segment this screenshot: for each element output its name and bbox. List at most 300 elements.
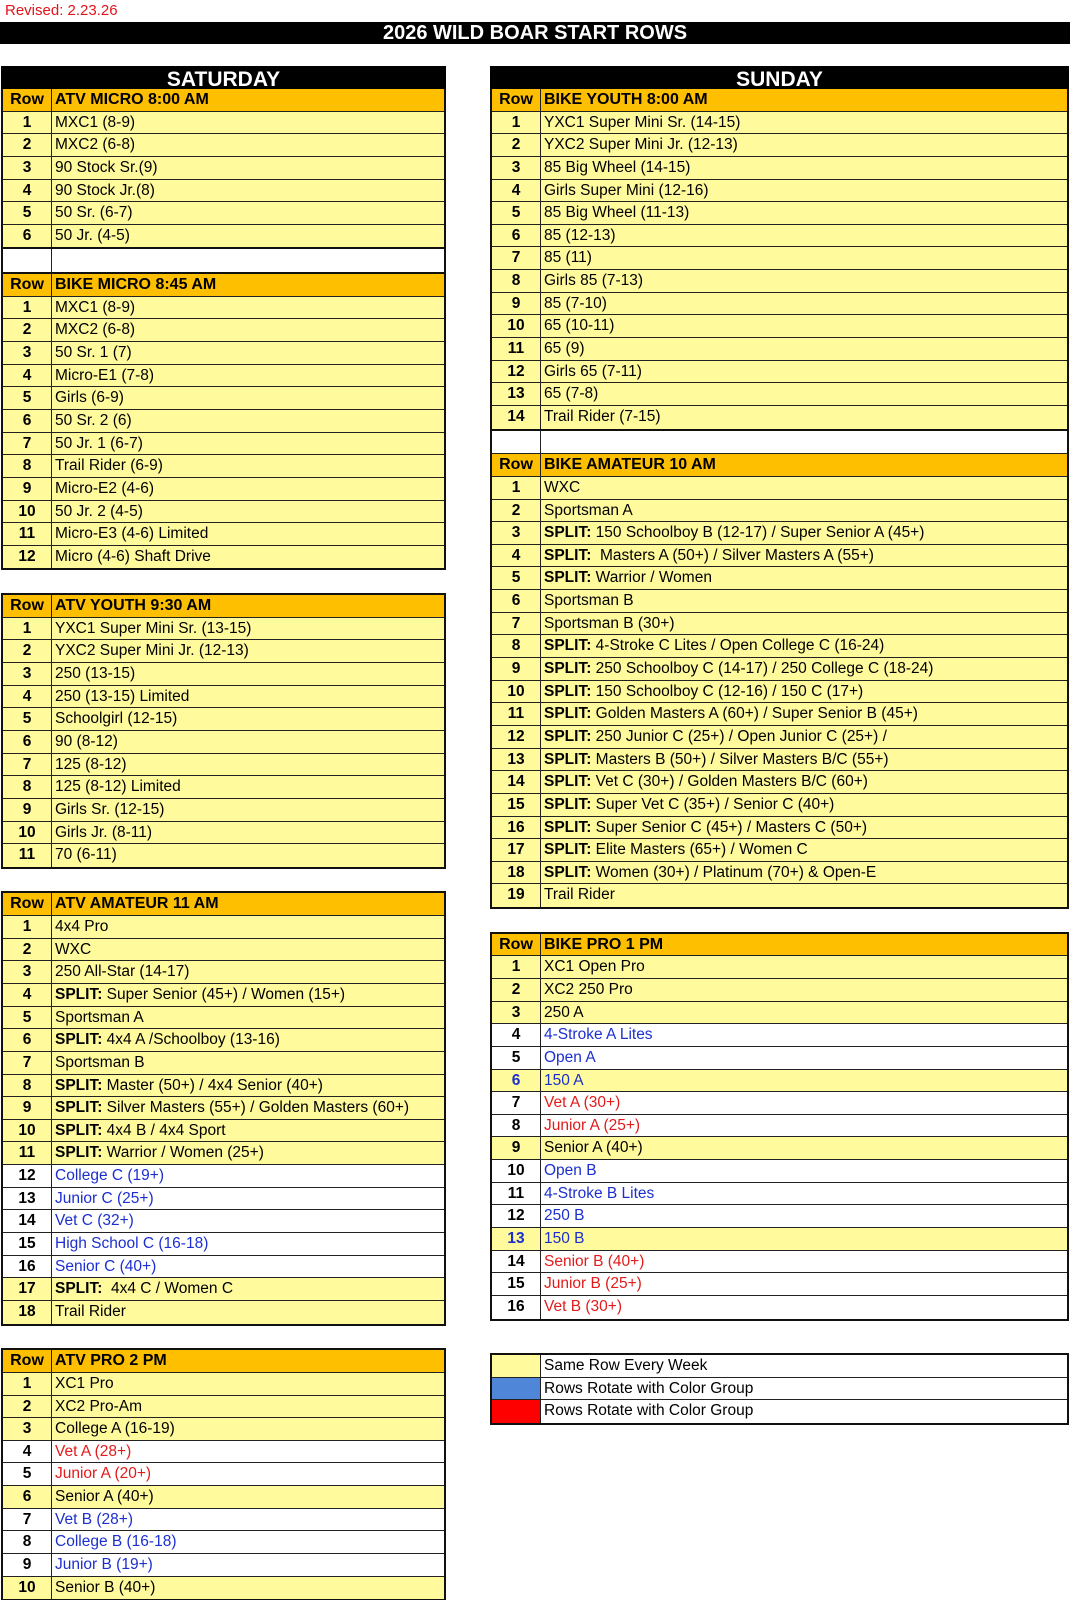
blank-spacer-row [490,429,1069,454]
split-label: SPLIT: [55,1076,103,1094]
row-number: 11 [492,703,541,725]
class-name: Junior C (25+) [55,1189,154,1207]
start-row [492,862,1067,885]
class-name [52,984,444,1006]
start-row [3,180,444,203]
class-name: 4-Stroke B Lites [544,1184,655,1202]
start-row [492,157,1067,180]
row-number: 11 [3,523,52,545]
start-row [3,387,444,410]
row-number: 10 [3,1577,52,1600]
split-label: SPLIT: [55,1031,103,1049]
row-number: 9 [3,1097,52,1119]
row-number: 5 [492,1047,541,1069]
start-row [3,546,444,569]
row-number: 2 [3,134,52,156]
class-name: 85 Big Wheel (14-15) [544,158,691,176]
class-name: Trail Rider (6-9) [55,457,163,475]
split-classes: 4x4 B / 4x4 Sport [102,1121,226,1139]
split-label: SPLIT: [544,637,592,655]
class-name: XC1 Pro [55,1374,114,1392]
start-row [3,455,444,478]
start-row [492,839,1067,862]
class-name: Vet B (28+) [55,1510,133,1528]
start-row [3,618,444,641]
start-row [3,342,444,365]
start-row [3,1554,444,1577]
legend-label: Rows Rotate with Color Group [541,1378,1067,1400]
class-name: Schoolgirl (12-15) [55,710,178,728]
split-classes: Super Senior C (45+) / Masters C (50+) [591,818,868,836]
start-row [3,134,444,157]
row-number: 4 [3,365,52,387]
class-name: 50 Jr. 1 (6-7) [55,434,143,452]
start-row [492,1047,1067,1070]
row-number: 2 [3,640,52,662]
row-number: 1 [3,112,52,134]
class-name [541,522,1067,544]
section-bike-amateur [490,453,1069,909]
start-row [3,1075,444,1098]
split-classes: 250 Junior C (25+) / Open Junior C (25+) / [591,727,887,745]
class-name: Open A [544,1048,596,1066]
class-name: YXC2 Super Mini Jr. (12-13) [55,642,249,660]
start-row [3,663,444,686]
class-name: MXC2 (6-8) [55,136,136,154]
row-number: 9 [492,658,541,680]
class-name: Micro-E2 (4-6) [55,479,155,497]
class-name [52,1142,444,1164]
row-number: 7 [3,1509,52,1531]
row-number: 5 [3,202,52,224]
start-row [492,1024,1067,1047]
class-name [541,771,1067,793]
row-number: 17 [3,1278,52,1300]
split-label: SPLIT: [55,1144,103,1162]
row-number: 10 [492,681,541,703]
section-header-row [3,893,444,916]
class-name: 50 Jr. 2 (4-5) [55,502,143,520]
start-row [492,1070,1067,1093]
section-bike-pro [490,932,1069,1321]
row-number: 6 [492,1070,541,1092]
start-row [3,1052,444,1075]
start-row [3,1486,444,1509]
start-row [3,1007,444,1030]
class-name: XC1 Open Pro [544,958,645,976]
row-number: 12 [3,1165,52,1187]
row-number: 11 [3,844,52,867]
start-row [3,202,444,225]
start-row [492,635,1067,658]
split-classes: Warrior / Women [591,569,712,587]
row-number: 8 [3,1075,52,1097]
class-name: 150 B [544,1230,585,1248]
class-name: 4x4 Pro [55,918,109,936]
row-column-label: Row [492,454,541,476]
row-number: 15 [3,1233,52,1255]
row-number: 14 [3,1210,52,1232]
class-name: Vet A (28+) [55,1442,132,1460]
class-name: Open B [544,1162,597,1180]
row-number: 6 [492,590,541,612]
class-name: Micro (4-6) Shaft Drive [55,547,211,565]
split-classes: Super Vet C (35+) / Senior C (40+) [591,795,835,813]
row-number: 4 [492,180,541,202]
start-row [3,640,444,663]
start-row [492,956,1067,979]
row-number: 1 [3,618,52,640]
row-number: 7 [492,247,541,269]
class-name: Micro-E3 (4-6) Limited [55,525,209,543]
class-name: 90 (8-12) [55,732,118,750]
class-name [541,635,1067,657]
class-name: 125 (8-12) [55,755,127,773]
section-title: ATV PRO 2 PM [55,1352,167,1370]
start-row [492,884,1067,907]
class-name: Vet A (30+) [544,1094,621,1112]
row-number: 14 [492,1251,541,1273]
row-number: 18 [492,862,541,884]
row-number: 9 [492,1137,541,1159]
start-row [492,613,1067,636]
start-row [492,383,1067,406]
row-number: 1 [492,477,541,499]
start-row [3,1233,444,1256]
section-header-row [3,1350,444,1373]
row-number: 4 [3,180,52,202]
class-name: High School C (16-18) [55,1235,209,1253]
section-header-row [3,89,444,112]
class-name: Junior A (25+) [544,1116,641,1134]
section-title: BIKE MICRO 8:45 AM [55,276,217,294]
class-name: Girls Sr. (12-15) [55,800,165,818]
section-bike-youth [490,89,1069,429]
start-row [3,822,444,845]
start-row [492,270,1067,293]
class-name: 85 (12-13) [544,226,616,244]
class-name [52,1097,444,1119]
start-row [492,1273,1067,1296]
class-name: 150 A [544,1071,584,1089]
start-row [3,365,444,388]
start-row [3,1097,444,1120]
start-row [3,1463,444,1486]
start-row [3,754,444,777]
start-row [3,776,444,799]
row-number: 5 [3,1007,52,1029]
split-classes: Golden Masters A (60+) / Super Senior B (45+) [591,705,918,723]
row-number: 3 [3,157,52,179]
start-row [3,984,444,1007]
start-row [492,794,1067,817]
page-title: 2026 WILD BOAR START ROWS [0,22,1070,44]
row-number: 6 [3,410,52,432]
row-number: 5 [492,202,541,224]
row-number: 7 [492,613,541,635]
split-label: SPLIT: [55,1280,103,1298]
start-row [492,1251,1067,1274]
class-name: 50 Jr. (4-5) [55,226,130,244]
section-header-row [3,274,444,297]
class-name: 65 (9) [544,340,585,358]
start-row [492,771,1067,794]
start-row [3,686,444,709]
start-row [492,1205,1067,1228]
start-row [492,681,1067,704]
start-row [3,916,444,939]
section-title: BIKE AMATEUR 10 AM [544,456,716,474]
class-name [541,545,1067,567]
class-name: Sportsman A [55,1008,144,1026]
section-header-row [492,934,1067,957]
class-name: Trail Rider [55,1302,126,1320]
row-number: 17 [492,839,541,861]
color-legend [490,1353,1069,1425]
class-name: 4-Stroke A Lites [544,1026,653,1044]
start-row [492,361,1067,384]
section-title: ATV MICRO 8:00 AM [55,91,209,108]
row-number: 10 [3,1120,52,1142]
class-name: College B (16-18) [55,1533,177,1551]
start-row [492,1228,1067,1251]
row-number: 13 [492,749,541,771]
row-number: 8 [3,776,52,798]
class-name: Sportsman A [544,501,633,519]
section-title: BIKE YOUTH 8:00 AM [544,91,708,108]
class-name: Girls Jr. (8-11) [55,823,153,841]
row-number: 7 [3,1052,52,1074]
class-name: 250 All-Star (14-17) [55,963,190,981]
start-row [492,979,1067,1002]
class-name: 70 (6-11) [55,846,117,864]
row-number: 13 [492,1228,541,1250]
start-row [3,1029,444,1052]
split-label: SPLIT: [544,795,592,813]
start-row [492,703,1067,726]
row-number: 14 [492,771,541,793]
row-number: 13 [3,1188,52,1210]
row-number: 16 [492,1296,541,1319]
row-number: 1 [3,916,52,938]
class-name: YXC2 Super Mini Jr. (12-13) [544,136,738,154]
row-number: 12 [492,361,541,383]
split-label: SPLIT: [544,569,592,587]
split-label: SPLIT: [544,863,592,881]
start-row [3,1210,444,1233]
class-name: College A (16-19) [55,1420,175,1438]
class-name: MXC1 (8-9) [55,298,136,316]
start-row [3,1577,444,1600]
class-name: 250 A [544,1003,584,1021]
row-number: 2 [3,319,52,341]
split-classes: Vet C (30+) / Golden Masters B/C (60+) [591,773,868,791]
class-name: XC2 Pro-Am [55,1397,142,1415]
row-number: 2 [492,500,541,522]
section-atv-amateur [1,891,446,1325]
start-row [3,433,444,456]
section-header-row [3,595,444,618]
split-label: SPLIT: [55,1121,103,1139]
class-name: Girls Super Mini (12-16) [544,181,709,199]
blank-spacer-row [1,247,446,274]
split-classes: 150 Schoolboy C (12-16) / 150 C (17+) [591,682,864,700]
row-number: 12 [3,546,52,569]
revised-date: Revised: 2.23.26 [5,2,118,19]
start-row [492,406,1067,429]
row-number: 4 [3,984,52,1006]
split-label: SPLIT: [544,727,592,745]
split-classes: Warrior / Women (25+) [102,1144,264,1162]
class-name: Junior B (25+) [544,1275,642,1293]
start-row [3,1120,444,1143]
class-name [541,862,1067,884]
class-name: 250 (13-15) [55,665,136,683]
row-number: 1 [3,297,52,319]
class-name [541,658,1067,680]
class-name: YXC1 Super Mini Sr. (13-15) [55,619,252,637]
row-number: 4 [3,686,52,708]
class-name [541,567,1067,589]
row-number: 2 [492,979,541,1001]
class-name [52,1120,444,1142]
row-number: 4 [3,1441,52,1463]
class-name: XC2 250 Pro [544,980,633,998]
row-number: 6 [3,731,52,753]
row-number: 9 [3,799,52,821]
row-number: 3 [492,1002,541,1024]
start-row [3,157,444,180]
split-classes: Silver Masters (55+) / Golden Masters (60+) [102,1099,410,1117]
start-row [492,338,1067,361]
class-name: 250 B [544,1207,585,1225]
row-number: 3 [3,1418,52,1440]
start-row [492,726,1067,749]
class-name: WXC [544,478,581,496]
start-row [3,225,444,248]
class-name [541,681,1067,703]
row-column-label: Row [3,595,52,617]
class-name: Micro-E1 (7-8) [55,366,155,384]
class-name: Junior A (20+) [55,1465,152,1483]
class-name [52,1075,444,1097]
class-name: Senior B (40+) [55,1578,156,1596]
row-number: 7 [492,1092,541,1114]
split-label: SPLIT: [55,985,103,1003]
class-name: Vet B (30+) [544,1297,622,1315]
split-label: SPLIT: [544,841,592,859]
section-atv-pro [1,1348,446,1600]
start-row [3,1509,444,1532]
row-number: 11 [3,1142,52,1164]
row-number: 5 [3,1463,52,1485]
split-classes: Elite Masters (65+) / Women C [591,841,808,859]
class-name: Sportsman B [55,1053,145,1071]
class-name: 85 Big Wheel (11-13) [544,204,690,222]
split-label: SPLIT: [544,660,592,678]
sunday-header: SUNDAY [490,66,1069,89]
start-row [3,1418,444,1441]
row-number: 3 [492,157,541,179]
class-name: Senior B (40+) [544,1252,645,1270]
class-name [541,839,1067,861]
row-number: 5 [492,567,541,589]
section-title: BIKE PRO 1 PM [544,935,664,953]
start-row [492,1092,1067,1115]
sunday-column [490,66,1069,1321]
split-label: SPLIT: [544,682,592,700]
section-header-row [492,89,1067,112]
class-name: Sportsman B (30+) [544,614,675,632]
start-row [3,1165,444,1188]
split-classes: 4x4 A /Schoolboy (13-16) [102,1031,280,1049]
start-row [3,501,444,524]
split-label: SPLIT: [544,750,592,768]
row-number: 5 [3,708,52,730]
start-row [3,1301,444,1324]
split-classes: 150 Schoolboy B (12-17) / Super Senior A (45+) [591,524,925,542]
row-number: 5 [3,387,52,409]
row-number: 10 [492,1160,541,1182]
row-number: 15 [492,1273,541,1295]
class-name: 125 (8-12) Limited [55,778,181,796]
row-number: 11 [492,338,541,360]
start-row [3,731,444,754]
row-number: 8 [492,635,541,657]
class-name [541,726,1067,748]
class-name: 50 Sr. 1 (7) [55,344,132,362]
split-label: SPLIT: [544,773,592,791]
split-classes: 4x4 C / Women C [102,1280,234,1298]
class-name: Trail Rider (7-15) [544,407,661,425]
start-row [492,477,1067,500]
class-name: 65 (7-8) [544,385,599,403]
split-classes: Super Senior (45+) / Women (15+) [102,985,346,1003]
start-row [3,1441,444,1464]
class-name: 90 Stock Jr.(8) [55,181,155,199]
row-number: 8 [492,1115,541,1137]
row-number: 1 [492,956,541,978]
class-name [541,817,1067,839]
split-classes: Masters A (50+) / Silver Masters A (55+) [591,546,874,564]
saturday-header: SATURDAY [1,66,446,89]
row-number: 9 [3,1554,52,1576]
row-column-label: Row [3,274,52,296]
row-number: 2 [492,134,541,156]
start-row [3,478,444,501]
split-label: SPLIT: [55,1099,103,1117]
row-number: 2 [3,939,52,961]
start-row [3,1396,444,1419]
class-name: Girls 85 (7-13) [544,272,644,290]
row-number: 8 [3,1531,52,1553]
class-name: Junior B (19+) [55,1556,153,1573]
start-row [3,844,444,867]
start-row [3,1278,444,1301]
start-row [3,410,444,433]
legend-item [492,1378,1067,1401]
row-number: 1 [3,1373,52,1395]
row-number: 10 [3,501,52,523]
class-name: Girls (6-9) [55,389,124,407]
row-column-label: Row [3,89,52,111]
section-title: ATV YOUTH 9:30 AM [55,597,212,615]
row-number: 6 [3,225,52,248]
legend-label: Rows Rotate with Color Group [541,1400,1067,1423]
start-row [3,799,444,822]
row-number: 10 [3,822,52,844]
class-name: 65 (10-11) [544,317,615,335]
